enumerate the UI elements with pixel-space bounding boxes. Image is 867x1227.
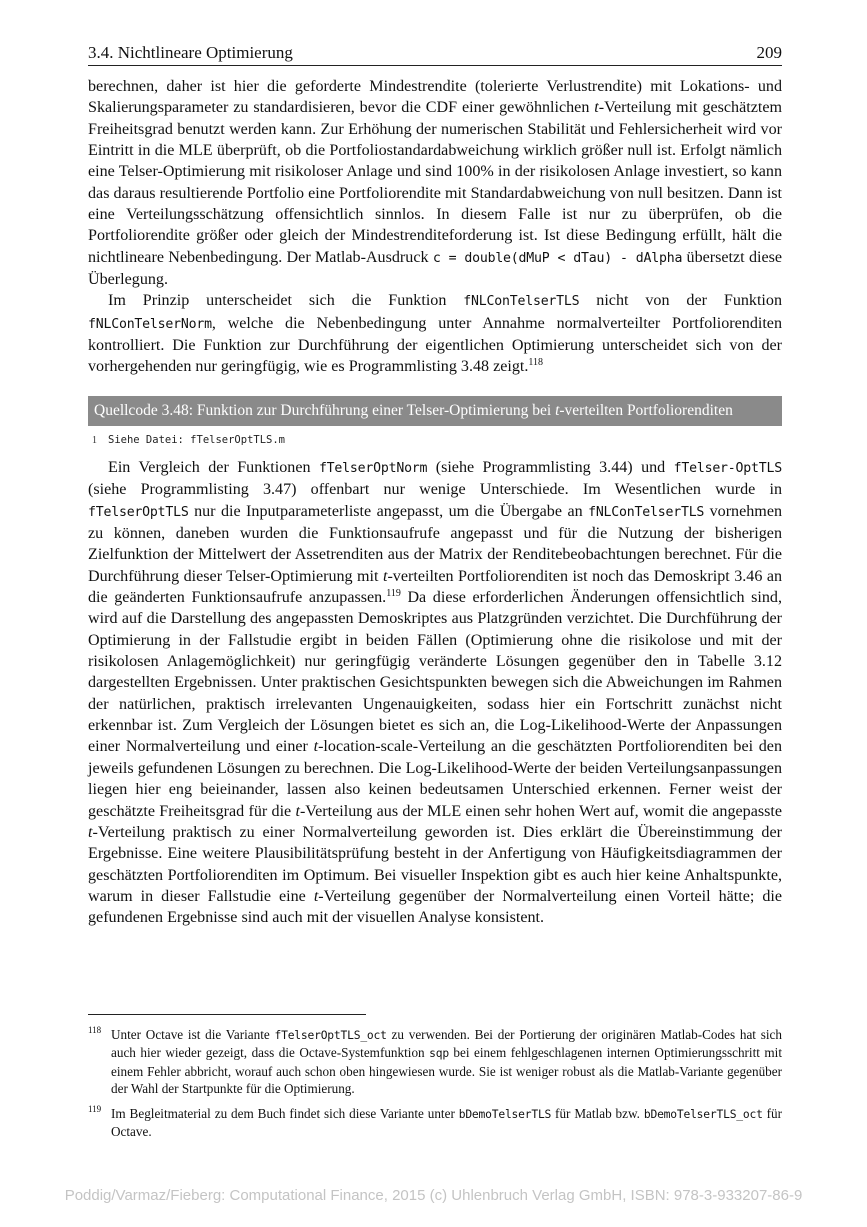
- text-run: für Matlab bzw.: [551, 1106, 644, 1122]
- footnote-number: 118: [88, 1025, 102, 1035]
- code-identifier: c = double(dMuP < dTau) - dAlpha: [432, 250, 683, 266]
- footnotes: [88, 1026, 782, 1149]
- line-number: 1: [92, 435, 97, 446]
- text-run: nur die Inputparameterliste angepasst, um die Übergabe an: [188, 502, 589, 520]
- running-header: [88, 41, 782, 66]
- footnote-divider: [88, 1014, 366, 1015]
- text-run: Unter Octave ist die Variante: [111, 1027, 275, 1042]
- code-identifier: fTelserOptTLS_oct: [274, 1029, 387, 1042]
- copyright-watermark: Poddig/Varmaz/Fieberg: Computational Finance, 2015 (c) Uhlenbruch Verlag GmbH, ISBN: 978-3-933207-86-9: [64, 1187, 803, 1204]
- code-text: Siehe Datei: fTelserOptTLS.m: [108, 434, 286, 446]
- listing-caption: [88, 396, 782, 426]
- text-run: Im Prinzip unterscheidet sich die Funktion: [108, 292, 464, 310]
- italic-text: t: [594, 99, 599, 117]
- code-listing: [88, 396, 782, 449]
- text-run: -location-scale-Verteilung an die geschätzten Portfoliorenditen bei den jeweils gefundenen Lösungen zu berechnen. Die Log-Likelihood-Werte der beiden Verteilungsanpassungen liegen hier eng beieinander, lassen also keinen bedeutsamen Unterschied erkennen. Ferner weist der geschätzte Freiheitsgrad für die: [88, 738, 782, 820]
- text-run: Im Begleitmaterial zu dem Buch findet sich diese Variante unter: [111, 1106, 459, 1122]
- italic-text: t: [313, 887, 319, 905]
- caption-text: Quellcode 3.48: Funktion zur Durchführung einer Telser-Optimierung bei: [94, 402, 556, 419]
- footnote-118: [88, 1026, 782, 1097]
- text-run: zu verwenden. Bei der Portierung der originären Matlab-Codes hat sich auch hier wieder gezeigt, dass die Octave-Systemfunktion: [111, 1027, 782, 1061]
- text-run: für Octave.: [111, 1106, 782, 1140]
- listing-line: [88, 432, 782, 449]
- footnote-reference[interactable]: 119: [386, 588, 401, 600]
- text-run: (siehe Programmlisting 3.47) offenbart nur wenige Unterschiede. Im Wesentlichen wurde in: [88, 481, 782, 499]
- text-run: vornehmen zu können, daneben wurden die Funktionsaufrufe angepasst und für die Nutzung der bisherigen Zielfunktion der Mittelwert der Assetrenditen aus der Matrix der Renditebeobachtungen berechnet. Für die Durchführung dieser Telser-Optimierung mit: [88, 502, 783, 585]
- italic-text: t: [295, 802, 300, 820]
- caption-italic: t: [555, 402, 560, 419]
- footnote-number: 119: [88, 1104, 102, 1115]
- text-run: -Verteilung gegenüber der Normalverteilung einen Vorteil hätte; die gefundenen Ergebnisse sind auch mit der visuellen Analyse konsistent.: [88, 887, 782, 927]
- code-identifier: fNLConTelserTLS: [463, 294, 580, 310]
- page-number: 209: [756, 43, 782, 62]
- text-run: Da diese erforderlichen Änderungen offensichtlich sind, wird auf die Darstellung des angepassten Demoskriptes aus Platzgründen verzichtet. Die Durchführung der Optimierung in der Fallstudie ergibt in beiden Fällen (Optimierung ohne die risikolose und mit der risikolosen Anlagemöglichkeit) nur geringfügig veränderte Lösungen gegenüber den in Tabelle 3.12 dargestellten Ergebnissen. Unter praktischen Gesichtspunkten bewegen sich die Abweichungen im Rahmen der natürlichen, praktisch irrelevanten Ungenauigkeiten, sodass hier ein Fortschritt zunächst nicht erkennbar ist. Zum Vergleich der Lösungen bietet es sich an, die Log-Likelihood-Werte der Anpassungen einer Normalverteilung und einer: [88, 589, 782, 756]
- text-run: berechnen, daher ist hier die geforderte Mindestrendite (tolerierte Verlustrendite) mit Lokations- und Skalierungsparameter zu standardisieren, bevor die CDF einer gewöhnlichen: [88, 78, 782, 117]
- text-run: -Verteilung aus der MLE einen sehr hohen Wert auf, womit die angepasste: [299, 802, 782, 820]
- text-run: übersetzt diese Überlegung.: [88, 248, 783, 289]
- code-identifier: fTelserOptTLS: [88, 504, 189, 520]
- text-run: -Verteilung praktisch zu einer Normalverteilung geworden ist. Dies erklärt die Übereinstimmung der Ergebnisse. Eine weitere Plausibilitätsprüfung besteht in der Anfertigung von Häufigkeitsdiagrammen der geschätzten Portfoliorenditen im Optimum. Bei visueller Inspektion gibt es auch hier keine Anhaltspunkte, warum in dieser Fallstudie eine: [88, 823, 782, 905]
- code-identifier: fTelser-OptTLS: [673, 461, 782, 476]
- text-run: Ein Vergleich der Funktionen: [108, 459, 319, 476]
- text-run: nicht von der Funktion: [579, 292, 782, 310]
- footnote-119: [88, 1105, 782, 1141]
- code-identifier: bDemoTelserTLS: [458, 1108, 552, 1122]
- code-identifier: fNLConTelserNorm: [88, 316, 212, 332]
- code-identifier: fTelserOptNorm: [318, 461, 428, 476]
- code-identifier: fNLConTelserTLS: [588, 504, 705, 520]
- italic-text: t: [88, 823, 93, 841]
- paragraph: [88, 290, 782, 377]
- text-run: (siehe Programmlisting 3.44) und: [427, 459, 674, 476]
- code-identifier: bDemoTelserTLS_oct: [643, 1108, 763, 1122]
- italic-text: t: [313, 738, 319, 756]
- body-text-bottom: [88, 457, 782, 929]
- section-title: 3.4. Nichtlineare Optimierung: [88, 43, 293, 62]
- text-run: -Verteilung mit geschätztem Freiheitsgrad benutzt werden kann. Zur Erhöhung der numerischen Stabilität und Fehlersicherheit wird vor Eintritt in die MLE überprüft, ob die Portfoliostandardabweichung wirklich größer null ist. Erfolgt nämlich eine Telser-Optimierung mit risikoloser Anlage und sind 100% in der risikolosen Anlage investiert, so kann das daraus resultierende Portfolio eine Portfoliorendite mit Standardabweichung von null besitzen. Dann ist eine Verteilungsschätzung offensichtlich sinnlos. In diesem Falle ist nur zu überprüfen, ob die Portfoliorendite größer oder gleich der Mindestrenditeforderung ist. Ist diese Bedingung erfüllt, hält die nichtlineare Nebenbedingung. Der Matlab-Ausdruck: [88, 99, 782, 266]
- footnote-reference[interactable]: 118: [528, 357, 544, 369]
- text-run: bei einem fehlgeschlagenen internen Optimierungsschritt mit einem Fehler abbricht, worauf auch schon oben hingewiesen wurde. Sie ist weniger robust als die Matlab-Variante gegenüber der Wahl der Startpunkte für die Optimierung.: [111, 1045, 782, 1096]
- code-identifier: sqp: [429, 1047, 449, 1061]
- text-run: , welche die Nebenbedingung unter Annahme normalverteilter Portfoliorenditen kontrolliert. Die Funktion zur Durchführung der eigentlichen Optimierung unterscheidet sich von der vorhergehenden nur geringfügig, wie es Programmlisting 3.48 zeigt.: [88, 314, 782, 376]
- caption-text-suffix: -verteilten Portfoliorenditen: [559, 402, 733, 419]
- text-run: -verteilten Portfoliorenditen ist noch das Demoskript 3.46 an die geänderten Funktionsaufrufe anzupassen.: [88, 567, 783, 607]
- paragraph: [88, 76, 782, 290]
- body-text-top: [88, 76, 782, 378]
- italic-text: t: [382, 567, 388, 585]
- paragraph: [88, 457, 782, 929]
